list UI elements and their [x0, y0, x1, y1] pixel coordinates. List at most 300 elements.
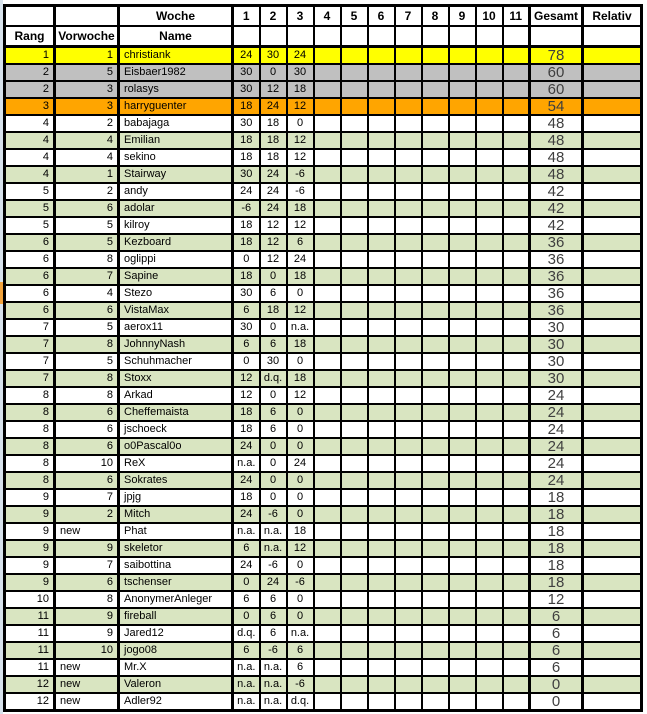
- cell-week-7[interactable]: [395, 438, 422, 455]
- cell-week-3[interactable]: -6: [287, 183, 314, 200]
- cell-week-2[interactable]: 6: [260, 625, 287, 642]
- cell-rang[interactable]: 9: [5, 523, 55, 540]
- cell-week-3[interactable]: n.a.: [287, 625, 314, 642]
- cell-week-3[interactable]: 12: [287, 540, 314, 557]
- cell-week-3[interactable]: 0: [287, 557, 314, 574]
- cell-week-9[interactable]: [449, 115, 476, 132]
- header-week-5-spacer[interactable]: [341, 26, 368, 47]
- cell-week-7[interactable]: [395, 64, 422, 81]
- cell-relativ[interactable]: [583, 591, 642, 608]
- cell-week-11[interactable]: [503, 659, 530, 676]
- cell-week-11[interactable]: [503, 200, 530, 217]
- cell-week-1[interactable]: 18: [233, 234, 260, 251]
- cell-week-3[interactable]: 12: [287, 98, 314, 115]
- cell-name[interactable]: babajaga: [119, 115, 233, 132]
- cell-rang[interactable]: 7: [5, 319, 55, 336]
- cell-week-4[interactable]: [314, 268, 341, 285]
- cell-relativ[interactable]: [583, 47, 642, 65]
- cell-week-10[interactable]: [476, 200, 503, 217]
- cell-vorwoche[interactable]: new: [55, 523, 119, 540]
- cell-week-7[interactable]: [395, 472, 422, 489]
- cell-gesamt[interactable]: 0: [530, 693, 583, 711]
- cell-relativ[interactable]: [583, 98, 642, 115]
- header-spacer-vorwoche[interactable]: [55, 6, 119, 27]
- cell-vorwoche[interactable]: 8: [55, 370, 119, 387]
- cell-week-10[interactable]: [476, 642, 503, 659]
- cell-week-2[interactable]: d.q.: [260, 370, 287, 387]
- cell-week-7[interactable]: [395, 642, 422, 659]
- cell-name[interactable]: jschoeck: [119, 421, 233, 438]
- cell-name[interactable]: aerox11: [119, 319, 233, 336]
- cell-week-8[interactable]: [422, 115, 449, 132]
- cell-week-6[interactable]: [368, 268, 395, 285]
- header-week-2[interactable]: 2: [260, 6, 287, 27]
- cell-week-8[interactable]: [422, 523, 449, 540]
- cell-gesamt[interactable]: 30: [530, 336, 583, 353]
- cell-week-6[interactable]: [368, 353, 395, 370]
- cell-week-7[interactable]: [395, 302, 422, 319]
- cell-relativ[interactable]: [583, 319, 642, 336]
- cell-week-11[interactable]: [503, 234, 530, 251]
- cell-week-1[interactable]: 6: [233, 642, 260, 659]
- cell-week-5[interactable]: [341, 506, 368, 523]
- cell-week-6[interactable]: [368, 506, 395, 523]
- cell-week-8[interactable]: [422, 64, 449, 81]
- cell-week-7[interactable]: [395, 234, 422, 251]
- cell-week-7[interactable]: [395, 98, 422, 115]
- cell-name[interactable]: kilroy: [119, 217, 233, 234]
- cell-gesamt[interactable]: 48: [530, 166, 583, 183]
- cell-gesamt[interactable]: 60: [530, 81, 583, 98]
- cell-week-2[interactable]: 0: [260, 438, 287, 455]
- cell-relativ[interactable]: [583, 217, 642, 234]
- cell-week-4[interactable]: [314, 608, 341, 625]
- cell-vorwoche[interactable]: 6: [55, 421, 119, 438]
- cell-week-2[interactable]: 0: [260, 319, 287, 336]
- cell-week-4[interactable]: [314, 404, 341, 421]
- cell-week-3[interactable]: 24: [287, 251, 314, 268]
- cell-week-1[interactable]: 24: [233, 557, 260, 574]
- header-week-5[interactable]: 5: [341, 6, 368, 27]
- cell-week-5[interactable]: [341, 642, 368, 659]
- cell-week-11[interactable]: [503, 438, 530, 455]
- cell-week-2[interactable]: -6: [260, 557, 287, 574]
- cell-gesamt[interactable]: 18: [530, 489, 583, 506]
- cell-relativ[interactable]: [583, 506, 642, 523]
- cell-week-4[interactable]: [314, 438, 341, 455]
- cell-vorwoche[interactable]: 4: [55, 132, 119, 149]
- cell-week-4[interactable]: [314, 625, 341, 642]
- cell-relativ[interactable]: [583, 625, 642, 642]
- cell-relativ[interactable]: [583, 540, 642, 557]
- cell-week-2[interactable]: 18: [260, 302, 287, 319]
- cell-gesamt[interactable]: 6: [530, 608, 583, 625]
- cell-week-9[interactable]: [449, 370, 476, 387]
- cell-week-11[interactable]: [503, 676, 530, 693]
- cell-week-5[interactable]: [341, 455, 368, 472]
- header-week-3-spacer[interactable]: [287, 26, 314, 47]
- cell-week-9[interactable]: [449, 506, 476, 523]
- cell-week-1[interactable]: 24: [233, 183, 260, 200]
- cell-week-1[interactable]: 30: [233, 81, 260, 98]
- cell-relativ[interactable]: [583, 200, 642, 217]
- cell-week-9[interactable]: [449, 523, 476, 540]
- cell-week-3[interactable]: 18: [287, 336, 314, 353]
- cell-week-2[interactable]: 12: [260, 81, 287, 98]
- cell-week-5[interactable]: [341, 387, 368, 404]
- cell-week-8[interactable]: [422, 421, 449, 438]
- header-week-9[interactable]: 9: [449, 6, 476, 27]
- cell-rang[interactable]: 9: [5, 574, 55, 591]
- cell-vorwoche[interactable]: new: [55, 676, 119, 693]
- cell-rang[interactable]: 2: [5, 81, 55, 98]
- cell-week-6[interactable]: [368, 132, 395, 149]
- cell-name[interactable]: Mitch: [119, 506, 233, 523]
- cell-week-5[interactable]: [341, 319, 368, 336]
- cell-week-2[interactable]: 6: [260, 608, 287, 625]
- cell-week-6[interactable]: [368, 285, 395, 302]
- cell-week-11[interactable]: [503, 98, 530, 115]
- cell-week-2[interactable]: n.a.: [260, 693, 287, 711]
- cell-week-1[interactable]: 18: [233, 132, 260, 149]
- cell-week-9[interactable]: [449, 353, 476, 370]
- cell-week-1[interactable]: 18: [233, 404, 260, 421]
- cell-gesamt[interactable]: 36: [530, 251, 583, 268]
- cell-week-6[interactable]: [368, 540, 395, 557]
- cell-week-10[interactable]: [476, 183, 503, 200]
- cell-rang[interactable]: 4: [5, 132, 55, 149]
- cell-week-11[interactable]: [503, 574, 530, 591]
- cell-week-5[interactable]: [341, 557, 368, 574]
- cell-week-1[interactable]: -6: [233, 200, 260, 217]
- cell-week-2[interactable]: 0: [260, 268, 287, 285]
- cell-rang[interactable]: 5: [5, 200, 55, 217]
- cell-week-5[interactable]: [341, 370, 368, 387]
- cell-gesamt[interactable]: 30: [530, 319, 583, 336]
- cell-week-11[interactable]: [503, 268, 530, 285]
- cell-relativ[interactable]: [583, 285, 642, 302]
- cell-relativ[interactable]: [583, 387, 642, 404]
- cell-week-4[interactable]: [314, 523, 341, 540]
- cell-gesamt[interactable]: 48: [530, 132, 583, 149]
- cell-week-5[interactable]: [341, 608, 368, 625]
- cell-name[interactable]: tschenser: [119, 574, 233, 591]
- cell-week-10[interactable]: [476, 353, 503, 370]
- cell-week-3[interactable]: 0: [287, 404, 314, 421]
- cell-rang[interactable]: 3: [5, 98, 55, 115]
- header-week-3[interactable]: 3: [287, 6, 314, 27]
- cell-vorwoche[interactable]: 8: [55, 387, 119, 404]
- header-week-7-spacer[interactable]: [395, 26, 422, 47]
- cell-week-8[interactable]: [422, 217, 449, 234]
- cell-week-7[interactable]: [395, 217, 422, 234]
- cell-week-10[interactable]: [476, 268, 503, 285]
- cell-week-11[interactable]: [503, 523, 530, 540]
- cell-rang[interactable]: 9: [5, 489, 55, 506]
- cell-week-9[interactable]: [449, 47, 476, 65]
- cell-week-11[interactable]: [503, 455, 530, 472]
- cell-week-4[interactable]: [314, 693, 341, 711]
- cell-week-1[interactable]: 24: [233, 472, 260, 489]
- cell-week-6[interactable]: [368, 642, 395, 659]
- cell-vorwoche[interactable]: 4: [55, 149, 119, 166]
- cell-week-4[interactable]: [314, 659, 341, 676]
- cell-week-2[interactable]: 0: [260, 489, 287, 506]
- cell-name[interactable]: Jared12: [119, 625, 233, 642]
- cell-week-7[interactable]: [395, 608, 422, 625]
- cell-week-5[interactable]: [341, 217, 368, 234]
- cell-week-9[interactable]: [449, 336, 476, 353]
- cell-week-11[interactable]: [503, 404, 530, 421]
- cell-relativ[interactable]: [583, 132, 642, 149]
- cell-week-6[interactable]: [368, 591, 395, 608]
- cell-week-8[interactable]: [422, 285, 449, 302]
- cell-week-1[interactable]: 0: [233, 608, 260, 625]
- cell-week-9[interactable]: [449, 693, 476, 711]
- cell-rang[interactable]: 4: [5, 149, 55, 166]
- cell-week-5[interactable]: [341, 540, 368, 557]
- cell-name[interactable]: saibottina: [119, 557, 233, 574]
- cell-week-1[interactable]: 24: [233, 506, 260, 523]
- cell-week-5[interactable]: [341, 574, 368, 591]
- cell-vorwoche[interactable]: 4: [55, 285, 119, 302]
- cell-week-7[interactable]: [395, 353, 422, 370]
- cell-week-6[interactable]: [368, 455, 395, 472]
- cell-relativ[interactable]: [583, 574, 642, 591]
- cell-week-4[interactable]: [314, 183, 341, 200]
- cell-week-9[interactable]: [449, 81, 476, 98]
- cell-week-1[interactable]: 0: [233, 353, 260, 370]
- cell-name[interactable]: Arkad: [119, 387, 233, 404]
- cell-relativ[interactable]: [583, 81, 642, 98]
- cell-week-7[interactable]: [395, 319, 422, 336]
- header-week-1-spacer[interactable]: [233, 26, 260, 47]
- cell-week-4[interactable]: [314, 370, 341, 387]
- cell-rang[interactable]: 2: [5, 64, 55, 81]
- cell-week-9[interactable]: [449, 166, 476, 183]
- cell-week-4[interactable]: [314, 489, 341, 506]
- cell-week-8[interactable]: [422, 302, 449, 319]
- cell-week-8[interactable]: [422, 353, 449, 370]
- header-name[interactable]: Name: [119, 26, 233, 47]
- cell-week-1[interactable]: 6: [233, 540, 260, 557]
- cell-week-5[interactable]: [341, 98, 368, 115]
- cell-relativ[interactable]: [583, 659, 642, 676]
- cell-relativ[interactable]: [583, 421, 642, 438]
- cell-week-8[interactable]: [422, 319, 449, 336]
- cell-week-11[interactable]: [503, 353, 530, 370]
- header-relativ-spacer[interactable]: [583, 26, 642, 47]
- cell-week-11[interactable]: [503, 506, 530, 523]
- cell-name[interactable]: Schuhmacher: [119, 353, 233, 370]
- cell-relativ[interactable]: [583, 64, 642, 81]
- cell-vorwoche[interactable]: 7: [55, 268, 119, 285]
- cell-gesamt[interactable]: 36: [530, 302, 583, 319]
- cell-week-8[interactable]: [422, 404, 449, 421]
- header-rang[interactable]: Rang: [5, 26, 55, 47]
- cell-week-11[interactable]: [503, 642, 530, 659]
- cell-week-5[interactable]: [341, 285, 368, 302]
- cell-week-4[interactable]: [314, 132, 341, 149]
- cell-week-9[interactable]: [449, 302, 476, 319]
- header-woche[interactable]: Woche: [119, 6, 233, 27]
- cell-week-11[interactable]: [503, 285, 530, 302]
- cell-vorwoche[interactable]: 1: [55, 47, 119, 65]
- cell-name[interactable]: Stairway: [119, 166, 233, 183]
- cell-week-7[interactable]: [395, 404, 422, 421]
- cell-week-5[interactable]: [341, 676, 368, 693]
- cell-week-10[interactable]: [476, 472, 503, 489]
- cell-week-11[interactable]: [503, 64, 530, 81]
- cell-week-10[interactable]: [476, 387, 503, 404]
- cell-week-8[interactable]: [422, 98, 449, 115]
- cell-week-10[interactable]: [476, 489, 503, 506]
- cell-week-2[interactable]: 18: [260, 132, 287, 149]
- cell-week-9[interactable]: [449, 438, 476, 455]
- cell-gesamt[interactable]: 42: [530, 183, 583, 200]
- cell-name[interactable]: fireball: [119, 608, 233, 625]
- cell-week-4[interactable]: [314, 81, 341, 98]
- cell-week-9[interactable]: [449, 268, 476, 285]
- cell-vorwoche[interactable]: 3: [55, 81, 119, 98]
- cell-week-10[interactable]: [476, 81, 503, 98]
- cell-week-5[interactable]: [341, 149, 368, 166]
- cell-gesamt[interactable]: 24: [530, 404, 583, 421]
- cell-vorwoche[interactable]: new: [55, 659, 119, 676]
- cell-week-1[interactable]: 18: [233, 149, 260, 166]
- cell-week-5[interactable]: [341, 625, 368, 642]
- header-week-4-spacer[interactable]: [314, 26, 341, 47]
- cell-rang[interactable]: 5: [5, 217, 55, 234]
- cell-week-10[interactable]: [476, 608, 503, 625]
- cell-week-4[interactable]: [314, 574, 341, 591]
- cell-week-3[interactable]: 12: [287, 302, 314, 319]
- cell-week-1[interactable]: 30: [233, 319, 260, 336]
- cell-name[interactable]: Eisbaer1982: [119, 64, 233, 81]
- cell-gesamt[interactable]: 12: [530, 591, 583, 608]
- cell-name[interactable]: rolasys: [119, 81, 233, 98]
- cell-week-8[interactable]: [422, 489, 449, 506]
- cell-week-4[interactable]: [314, 47, 341, 65]
- cell-relativ[interactable]: [583, 336, 642, 353]
- cell-rang[interactable]: 6: [5, 251, 55, 268]
- cell-relativ[interactable]: [583, 608, 642, 625]
- cell-name[interactable]: Phat: [119, 523, 233, 540]
- cell-week-2[interactable]: 0: [260, 387, 287, 404]
- cell-week-9[interactable]: [449, 472, 476, 489]
- cell-week-6[interactable]: [368, 557, 395, 574]
- cell-week-7[interactable]: [395, 166, 422, 183]
- cell-week-6[interactable]: [368, 251, 395, 268]
- cell-week-5[interactable]: [341, 489, 368, 506]
- cell-relativ[interactable]: [583, 523, 642, 540]
- cell-week-1[interactable]: d.q.: [233, 625, 260, 642]
- cell-week-4[interactable]: [314, 98, 341, 115]
- cell-week-9[interactable]: [449, 132, 476, 149]
- cell-week-9[interactable]: [449, 625, 476, 642]
- cell-rang[interactable]: 4: [5, 115, 55, 132]
- cell-vorwoche[interactable]: 10: [55, 642, 119, 659]
- cell-week-1[interactable]: 30: [233, 285, 260, 302]
- cell-relativ[interactable]: [583, 166, 642, 183]
- cell-week-8[interactable]: [422, 268, 449, 285]
- cell-week-7[interactable]: [395, 200, 422, 217]
- cell-week-5[interactable]: [341, 81, 368, 98]
- cell-gesamt[interactable]: 42: [530, 200, 583, 217]
- cell-week-7[interactable]: [395, 693, 422, 711]
- cell-week-10[interactable]: [476, 693, 503, 711]
- cell-week-8[interactable]: [422, 251, 449, 268]
- cell-gesamt[interactable]: 54: [530, 98, 583, 115]
- cell-week-5[interactable]: [341, 336, 368, 353]
- cell-week-9[interactable]: [449, 557, 476, 574]
- cell-week-4[interactable]: [314, 251, 341, 268]
- cell-week-3[interactable]: n.a.: [287, 319, 314, 336]
- cell-week-4[interactable]: [314, 506, 341, 523]
- cell-relativ[interactable]: [583, 693, 642, 711]
- cell-week-1[interactable]: n.a.: [233, 676, 260, 693]
- cell-week-3[interactable]: 6: [287, 234, 314, 251]
- cell-week-6[interactable]: [368, 574, 395, 591]
- cell-week-2[interactable]: 24: [260, 574, 287, 591]
- cell-week-10[interactable]: [476, 64, 503, 81]
- cell-week-7[interactable]: [395, 387, 422, 404]
- cell-name[interactable]: o0Pascal0o: [119, 438, 233, 455]
- cell-vorwoche[interactable]: 6: [55, 472, 119, 489]
- cell-rang[interactable]: 9: [5, 540, 55, 557]
- cell-vorwoche[interactable]: 10: [55, 455, 119, 472]
- cell-week-8[interactable]: [422, 608, 449, 625]
- cell-week-5[interactable]: [341, 438, 368, 455]
- cell-vorwoche[interactable]: 5: [55, 217, 119, 234]
- cell-week-5[interactable]: [341, 166, 368, 183]
- cell-week-8[interactable]: [422, 574, 449, 591]
- cell-week-11[interactable]: [503, 132, 530, 149]
- cell-week-11[interactable]: [503, 370, 530, 387]
- cell-name[interactable]: JohnnyNash: [119, 336, 233, 353]
- cell-week-4[interactable]: [314, 676, 341, 693]
- cell-name[interactable]: harryguenter: [119, 98, 233, 115]
- cell-week-6[interactable]: [368, 404, 395, 421]
- cell-week-8[interactable]: [422, 166, 449, 183]
- cell-gesamt[interactable]: 24: [530, 472, 583, 489]
- cell-vorwoche[interactable]: 6: [55, 438, 119, 455]
- cell-name[interactable]: Valeron: [119, 676, 233, 693]
- cell-week-10[interactable]: [476, 217, 503, 234]
- cell-week-6[interactable]: [368, 81, 395, 98]
- cell-week-1[interactable]: 6: [233, 302, 260, 319]
- cell-relativ[interactable]: [583, 183, 642, 200]
- cell-week-11[interactable]: [503, 693, 530, 711]
- header-gesamt-spacer[interactable]: [530, 26, 583, 47]
- cell-name[interactable]: Cheffemaista: [119, 404, 233, 421]
- cell-week-2[interactable]: 6: [260, 421, 287, 438]
- cell-week-3[interactable]: 6: [287, 642, 314, 659]
- cell-week-9[interactable]: [449, 676, 476, 693]
- cell-vorwoche[interactable]: 5: [55, 64, 119, 81]
- cell-week-9[interactable]: [449, 387, 476, 404]
- cell-week-10[interactable]: [476, 98, 503, 115]
- cell-week-1[interactable]: 18: [233, 489, 260, 506]
- cell-week-10[interactable]: [476, 47, 503, 65]
- cell-week-2[interactable]: 24: [260, 200, 287, 217]
- cell-week-4[interactable]: [314, 557, 341, 574]
- cell-rang[interactable]: 12: [5, 693, 55, 711]
- cell-week-2[interactable]: 12: [260, 251, 287, 268]
- cell-relativ[interactable]: [583, 455, 642, 472]
- cell-rang[interactable]: 5: [5, 183, 55, 200]
- cell-week-7[interactable]: [395, 115, 422, 132]
